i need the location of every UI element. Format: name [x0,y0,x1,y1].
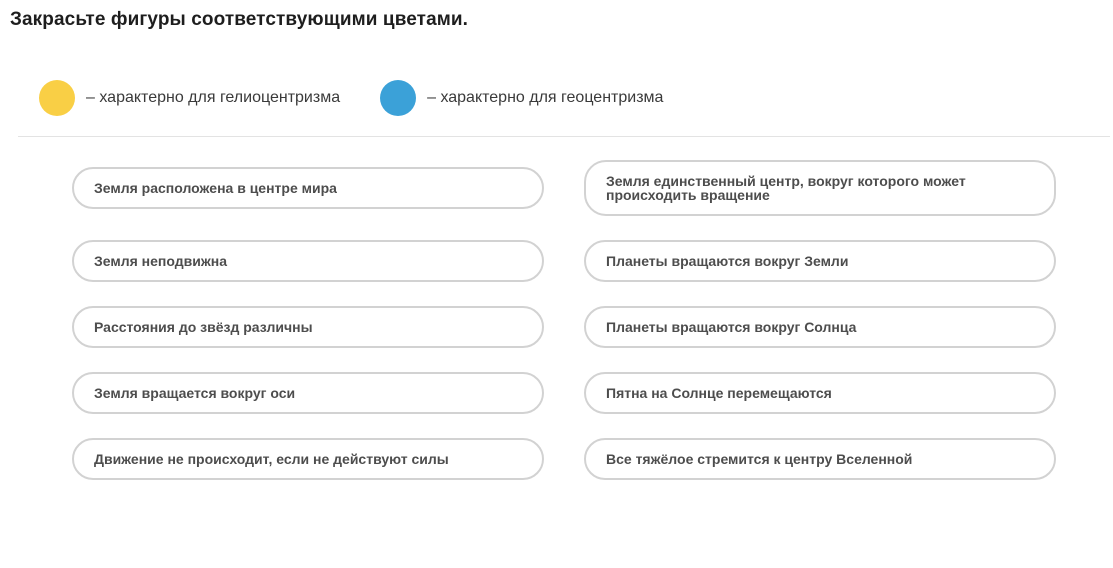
task-title: Закрасьте фигуры соответствующими цветами. [10,9,469,30]
statement-text: Пятна на Солнце перемещаются [606,385,832,401]
statement-text: Расстояния до звёзд различны [94,319,313,335]
statement-pill[interactable] [584,372,1056,414]
yellow-color-swatch[interactable] [39,80,75,116]
statement-pill[interactable] [72,240,544,282]
statement-pill[interactable] [584,240,1056,282]
statement-pill[interactable] [584,160,1056,216]
legend-heliocentrism-label: – характерно для гелиоцентризма [86,89,341,106]
statement-text: Планеты вращаются вокруг Земли [606,253,849,269]
statement-pill[interactable] [584,306,1056,348]
statement-text: Планеты вращаются вокруг Солнца [606,319,857,335]
statement-pill[interactable] [72,167,544,209]
color-legend [39,80,663,116]
divider [18,136,1110,137]
statement-text: Все тяжёлое стремится к центру Вселенной [606,451,913,467]
legend-geocentrism[interactable] [380,80,663,116]
statement-pill[interactable] [584,438,1056,480]
statement-text: Земля расположена в центре мира [94,180,337,196]
statement-pill[interactable] [72,372,544,414]
statement-text: Движение не происходит, если не действуют силы [94,451,449,467]
blue-color-swatch[interactable] [380,80,416,116]
statement-text: Земля единственный центр, вокруг которого может происходить вращение [606,173,966,203]
statement-text: Земля неподвижна [94,253,228,269]
legend-geocentrism-label: – характерно для геоцентризма [427,89,664,106]
statement-pill[interactable] [72,438,544,480]
statement-pill[interactable] [72,306,544,348]
legend-heliocentrism[interactable] [39,80,340,116]
statement-text: Земля вращается вокруг оси [94,385,296,401]
